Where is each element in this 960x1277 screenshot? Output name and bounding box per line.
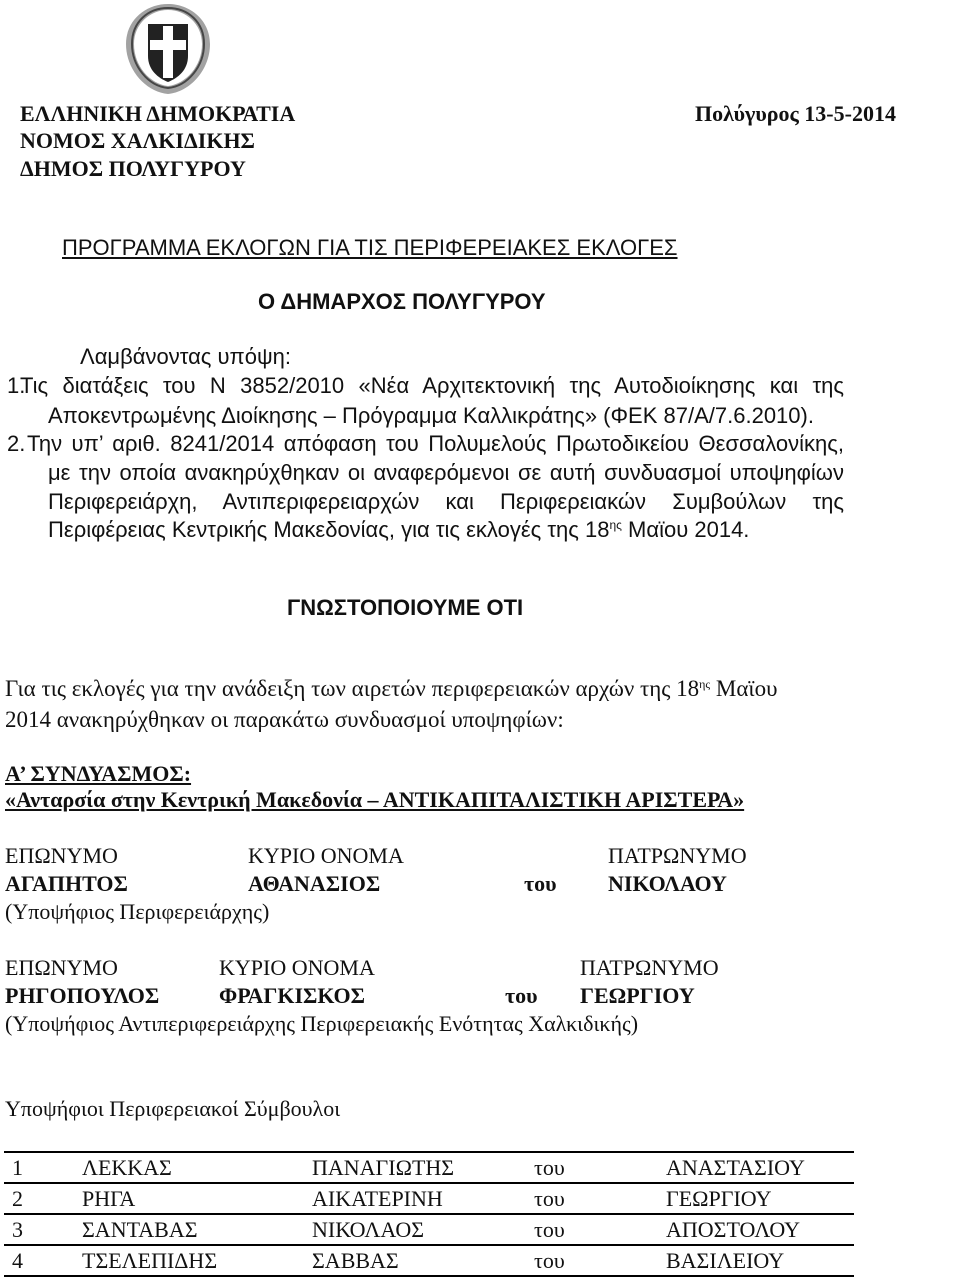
candidate-1-tou: του xyxy=(524,871,557,896)
announce-line-1-text: Για τις εκλογές για την ανάδειξη των αιρετών περιφερειακών αρχών της 18 xyxy=(5,676,700,701)
councillor-surname: ΤΣΕΛΕΠΙΔΗΣ xyxy=(82,1245,312,1276)
councillor-tou: του xyxy=(534,1152,666,1183)
candidate-1-firstname: ΑΘΑΝΑΣΙΟΣ xyxy=(248,871,381,896)
combination-name: «Ανταρσία στην Κεντρική Μακεδονία – ΑΝΤΙΚΑΠΙΤΑΛΙΣΤΙΚΗ ΑΡΙΣΤΕΡΑ» xyxy=(5,787,745,812)
header-patronymic-1: ΠΑΤΡΩΝΥΜΟ xyxy=(608,843,747,868)
announce-heading: ΓΝΩΣΤΟΠΟΙΟΥΜΕ ΟΤΙ xyxy=(287,595,524,620)
councillor-number: 2 xyxy=(4,1183,82,1214)
greek-coat-of-arms-emblem xyxy=(118,0,218,96)
councillor-tou: του xyxy=(534,1245,666,1276)
combination-label: Α’ ΣΥΝΔΥΑΣΜΟΣ: xyxy=(5,761,192,786)
item-2-line-2: με την οποία ανακηρύχθηκαν οι αναφερόμενοι σε αυτή συνδυασμοί υποψηφίων xyxy=(48,460,844,485)
councillor-firstname: ΑΙΚΑΤΕΡΙΝΗ xyxy=(312,1183,534,1214)
item-2-line-4 xyxy=(48,519,749,541)
header-patronymic-2: ΠΑΤΡΩΝΥΜΟ xyxy=(580,955,719,980)
candidate-2-tou: του xyxy=(505,983,538,1008)
considering-label: Λαμβάνοντας υπόψη: xyxy=(80,344,291,369)
councillor-patronymic: ΒΑΣΙΛΕΙΟΥ xyxy=(666,1245,854,1276)
announce-line-2: 2014 ανακηρύχθηκαν οι παρακάτω συνδυασμοί υποψηφίων: xyxy=(5,707,564,732)
councillor-patronymic: ΓΕΩΡΓΙΟΥ xyxy=(666,1183,854,1214)
header-firstname-1: ΚΥΡΙΟ ΟΝΟΜΑ xyxy=(248,843,404,868)
header-prefecture: ΝΟΜΟΣ ΧΑΛΚΙΔΙΚΗΣ xyxy=(20,128,255,153)
councillor-surname: ΡΗΓΑ xyxy=(82,1183,312,1214)
councillor-surname: ΛΕΚΚΑΣ xyxy=(82,1152,312,1183)
issuer: Ο ΔΗΜΑΡΧΟΣ ΠΟΛΥΓΥΡΟΥ xyxy=(258,289,546,314)
councillor-surname: ΣΑΝΤΑΒΑΣ xyxy=(82,1214,312,1245)
councillor-firstname: ΝΙΚΟΛΑΟΣ xyxy=(312,1214,534,1245)
table-row xyxy=(4,1214,854,1245)
item-2-line-4-text: Περιφέρειας Κεντρικής Μακεδονίας, για τις εκλογές της 18 xyxy=(48,517,610,542)
ordinal-suffix: ης xyxy=(699,677,711,691)
item-2-number: 2. xyxy=(7,431,26,456)
candidate-2-surname: ΡΗΓΟΠΟΥΛΟΣ xyxy=(5,983,160,1008)
councillor-patronymic: ΑΠΟΣΤΟΛΟΥ xyxy=(666,1214,854,1245)
councillor-firstname: ΣΑΒΒΑΣ xyxy=(312,1245,534,1276)
councillor-patronymic: ΑΝΑΣΤΑΣΙΟΥ xyxy=(666,1152,854,1183)
candidate-1-surname: ΑΓΑΠΗΤΟΣ xyxy=(5,871,128,896)
councillor-tou: του xyxy=(534,1214,666,1245)
announce-line-1-tail: Μαϊου xyxy=(710,676,778,701)
candidate-1-role: (Υποψήφιος Περιφερειάρχης) xyxy=(5,899,270,924)
header-surname-2: ΕΠΩΝΥΜΟ xyxy=(5,955,118,980)
table-row xyxy=(4,1183,854,1214)
item-1-number: 1. xyxy=(7,373,26,398)
candidate-2-role: (Υποψήφιος Αντιπεριφερειάρχης Περιφερειακής Ενότητας Χαλκιδικής) xyxy=(5,1011,639,1036)
header-municipality: ΔΗΜΟΣ ΠΟΛΥΓΥΡΟΥ xyxy=(20,156,246,181)
item-2-line-1: Την υπ’ αριθ. 8241/2014 απόφαση του Πολυμελούς Πρωτοδικείου Θεσσαλονίκης, xyxy=(27,431,844,456)
councillor-firstname: ΠΑΝΑΓΙΩΤΗΣ xyxy=(312,1152,534,1183)
header-republic: ΕΛΛΗΝΙΚΗ ΔΗΜΟΚΡΑΤΙΑ xyxy=(20,101,296,126)
councillors-heading: Υποψήφιοι Περιφερειακοί Σύμβουλοι xyxy=(5,1096,341,1121)
item-2-line-3: Περιφερειάρχη, Αντιπεριφερειαρχών και Περιφερειακών Συμβούλων της xyxy=(48,489,844,514)
councillor-number: 3 xyxy=(4,1214,82,1245)
councillor-number: 1 xyxy=(4,1152,82,1183)
candidate-2-patronymic: ΓΕΩΡΓΙΟΥ xyxy=(580,983,695,1008)
item-1-line-2: Αποκεντρωμένης Διοίκησης – Πρόγραμμα Καλλικράτης» (ΦΕΚ 87/Α/7.6.2010). xyxy=(48,403,814,428)
header-surname-1: ΕΠΩΝΥΜΟ xyxy=(5,843,118,868)
document-title: ΠΡΟΓΡΑΜΜΑ ΕΚΛΟΓΩΝ ΓΙΑ ΤΙΣ ΠΕΡΙΦΕΡΕΙΑΚΕΣ ΕΚΛΟΓΕΣ xyxy=(62,235,678,260)
councillors-table xyxy=(4,1151,854,1277)
ordinal-suffix: ης xyxy=(609,518,622,532)
councillor-tou: του xyxy=(534,1183,666,1214)
candidate-2-firstname: ΦΡΑΓΚΙΣΚΟΣ xyxy=(219,983,366,1008)
announce-line-1 xyxy=(5,677,778,700)
table-row xyxy=(4,1245,854,1276)
item-1-line-1: Τις διατάξεις του Ν 3852/2010 «Νέα Αρχιτεκτονική της Αυτοδιοίκησης και της xyxy=(20,373,844,398)
header-firstname-2: ΚΥΡΙΟ ΟΝΟΜΑ xyxy=(219,955,375,980)
place-date: Πολύγυρος 13-5-2014 xyxy=(695,101,896,126)
candidate-1-patronymic: ΝΙΚΟΛΑΟΥ xyxy=(608,871,727,896)
item-2-line-4-tail: Μαϊου 2014. xyxy=(621,517,750,542)
table-row xyxy=(4,1152,854,1183)
councillor-number: 4 xyxy=(4,1245,82,1276)
